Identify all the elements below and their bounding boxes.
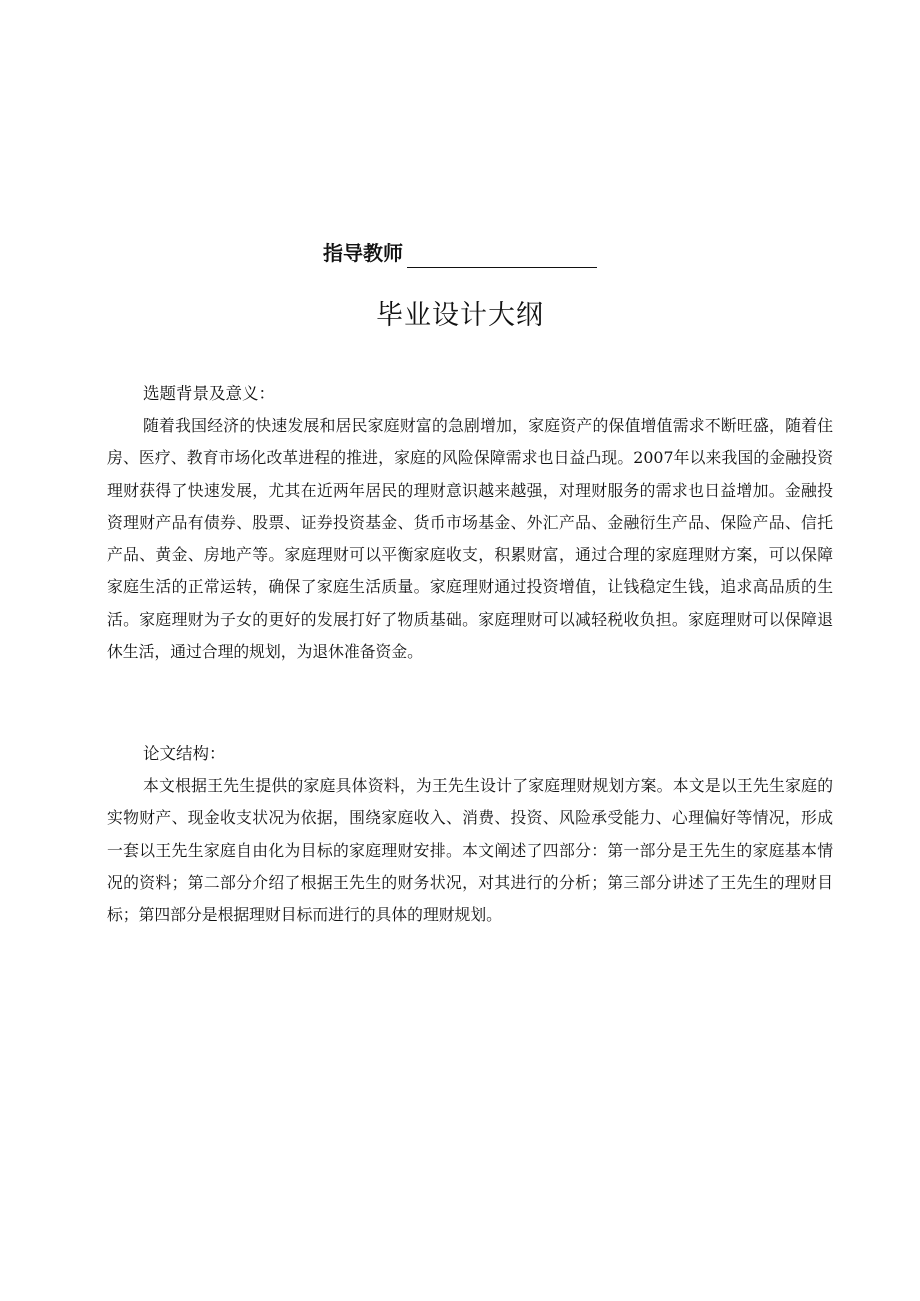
section-structure xyxy=(107,738,833,931)
advisor-line xyxy=(0,238,920,268)
section-body-background: 随着我国经济的快速发展和居民家庭财富的急剧增加，家庭资产的保值增值需求不断旺盛，随着住房、医疗、教育市场化改革进程的推进，家庭的风险保障需求也日益凸现。2007年以来我国的金融投资理财获得了快速发展，尤其在近两年居民的理财意识越来越强，对理财服务的需求也日益增加。金融投资理财产品有债券、股票、证券投资基金、货币市场基金、外汇产品、金融衍生产品、保险产品、信托产品、黄金、房地产等。家庭理财可以平衡家庭收支，积累财富，通过合理的家庭理财方案，可以保障家庭生活的正常运转，确保了家庭生活质量。家庭理财通过投资增值，让钱稳定生钱，追求高品质的生活。家庭理财为子女的更好的发展打好了物质基础。家庭理财可以减轻税收负担。家庭理财可以保障退休生活，通过合理的规划，为退休准备资金。 xyxy=(107,416,833,662)
section-body-structure: 本文根据王先生提供的家庭具体资料，为王先生设计了家庭理财规划方案。本文是以王先生家庭的实物财产、现金收支状况为依据，围绕家庭收入、消费、投资、风险承受能力、心理偏好等情况，形成一套以王先生家庭自由化为目标的家庭理财安排。本文阐述了四部分：第一部分是王先生的家庭基本情况的资料；第二部分介绍了根据王先生的财务状况，对其进行的分析；第三部分讲述了王先生的理财目标；第四部分是根据理财目标而进行的具体的理财规划。 xyxy=(107,776,833,925)
section-heading-structure: 论文结构： xyxy=(143,744,226,763)
document-title: 毕业设计大纲 xyxy=(376,300,544,331)
section-heading-background: 选题背景及意义： xyxy=(143,384,275,403)
advisor-blank-underline xyxy=(407,243,597,268)
section-background xyxy=(107,378,833,668)
advisor-label: 指导教师 xyxy=(323,241,403,265)
